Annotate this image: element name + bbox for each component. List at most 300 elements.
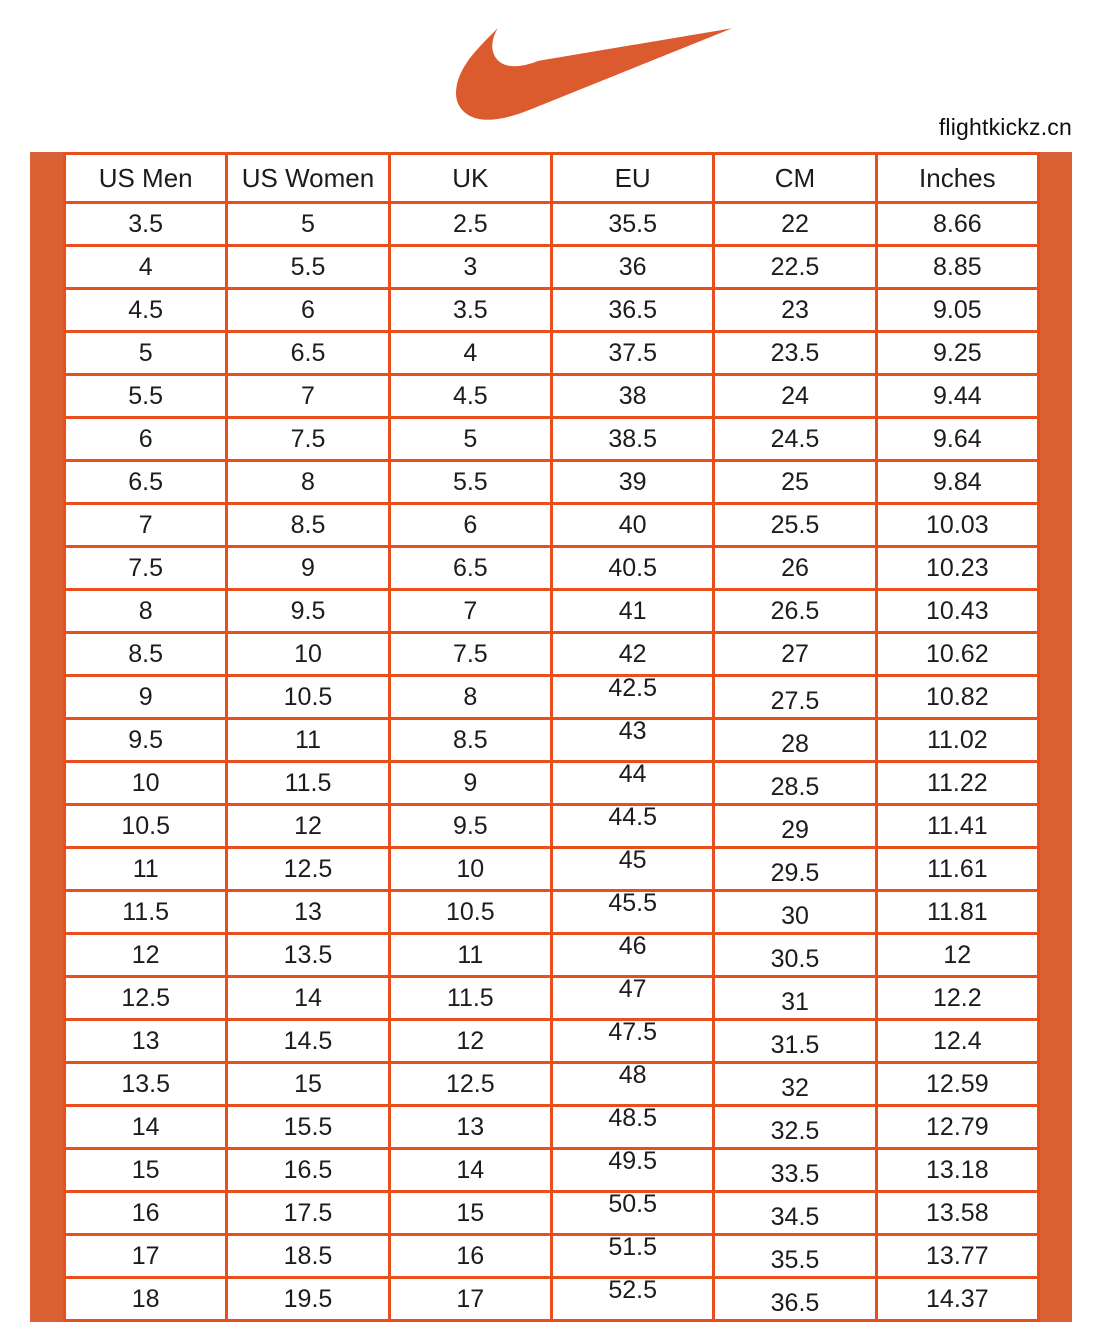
cell-value: 5.5 <box>290 252 326 281</box>
table-cell <box>714 719 876 762</box>
table-cell <box>227 1063 389 1106</box>
table-cell <box>389 891 551 934</box>
table-cell <box>65 1020 227 1063</box>
table-cell <box>551 1146 713 1192</box>
table-row <box>65 547 1039 590</box>
table-cell <box>551 375 713 418</box>
table-cell <box>714 762 876 805</box>
cell-value: 11 <box>295 725 321 754</box>
cell-value: 22.5 <box>770 252 820 281</box>
cell-value: 17 <box>456 1284 485 1313</box>
cell-value: 29 <box>781 815 809 844</box>
cell-value: 48.5 <box>608 1103 657 1132</box>
cell-value: 13.5 <box>121 1069 170 1098</box>
cell-value: 9.64 <box>932 424 982 453</box>
cell-value: 13.58 <box>926 1198 989 1227</box>
table-cell <box>714 246 876 289</box>
table-cell <box>227 805 389 848</box>
table-cell <box>389 977 551 1020</box>
cell-value: 30 <box>781 901 809 930</box>
cell-value: 6.5 <box>452 553 488 582</box>
cell-value: 46 <box>618 931 647 960</box>
cell-value: 24.5 <box>770 424 820 453</box>
table-cell <box>227 289 389 332</box>
table-cell <box>551 504 713 547</box>
table-cell <box>551 974 713 1020</box>
cell-value: 7.5 <box>128 553 164 582</box>
table-cell <box>389 375 551 418</box>
table-cell <box>876 547 1038 590</box>
table-cell <box>389 1192 551 1235</box>
cell-value: 12.2 <box>932 983 982 1012</box>
table-cell <box>227 676 389 719</box>
cell-value: 8.66 <box>932 209 982 238</box>
table-cell <box>714 332 876 375</box>
table-cell <box>714 547 876 590</box>
table-cell <box>65 762 227 805</box>
cell-value: 17.5 <box>283 1198 333 1227</box>
table-cell <box>389 1149 551 1192</box>
cell-value: 50.5 <box>608 1189 657 1218</box>
cell-value: 7.5 <box>452 639 488 668</box>
cell-value: 28 <box>781 729 809 758</box>
cell-value: 9.05 <box>932 295 982 324</box>
table-cell <box>65 289 227 332</box>
cell-value: 12.5 <box>445 1069 495 1098</box>
table-cell <box>876 246 1038 289</box>
cell-value: 11.02 <box>926 725 988 754</box>
cell-value: 12 <box>456 1026 485 1055</box>
table-cell <box>65 633 227 676</box>
table-cell <box>227 332 389 375</box>
cell-value: 36 <box>618 252 647 281</box>
table-cell <box>65 1149 227 1192</box>
table-row <box>65 1192 1039 1235</box>
table-cell <box>714 504 876 547</box>
cell-value: 40 <box>618 510 647 539</box>
cell-value: 10 <box>294 639 322 668</box>
cell-value: 4 <box>138 252 153 281</box>
table-cell <box>551 289 713 332</box>
table-cell <box>714 461 876 504</box>
table-cell <box>551 716 713 762</box>
cell-value: 8 <box>301 467 315 496</box>
table-cell <box>551 203 713 246</box>
table-cell <box>65 332 227 375</box>
table-cell <box>876 633 1038 676</box>
table-cell <box>551 547 713 590</box>
table-cell <box>227 1235 389 1278</box>
table-cell <box>65 1192 227 1235</box>
table-cell <box>714 289 876 332</box>
cell-value: 45 <box>618 845 647 874</box>
table-cell <box>227 719 389 762</box>
cell-value: 10.62 <box>926 639 989 668</box>
table-cell <box>389 1020 551 1063</box>
cell-value: 9 <box>463 768 478 797</box>
table-cell <box>389 203 551 246</box>
table-cell <box>227 590 389 633</box>
cell-value: 19.5 <box>283 1284 333 1313</box>
table-row <box>65 891 1039 934</box>
cell-value: 6.5 <box>128 467 164 496</box>
table-cell <box>65 375 227 418</box>
cell-value: 47 <box>618 974 647 1003</box>
cell-value: 10 <box>131 768 160 797</box>
cell-value: 14.37 <box>926 1284 989 1313</box>
table-cell <box>876 504 1038 547</box>
cell-value: 52.5 <box>608 1275 657 1304</box>
table-row <box>65 1278 1039 1321</box>
cell-value: 10.5 <box>121 811 170 840</box>
cell-value: 5.5 <box>128 381 164 410</box>
site-watermark: flightkickz.cn <box>938 114 1072 140</box>
table-cell <box>389 289 551 332</box>
table-row <box>65 1235 1039 1278</box>
cell-value: 28.5 <box>770 772 820 801</box>
cell-value: 8 <box>138 596 153 625</box>
table-cell <box>714 375 876 418</box>
table-cell <box>227 1278 389 1321</box>
table-cell <box>227 1192 389 1235</box>
table-cell <box>389 547 551 590</box>
table-row <box>65 332 1039 375</box>
table-cell <box>714 934 876 977</box>
cell-value: 6.5 <box>290 338 326 367</box>
table-cell <box>876 676 1038 719</box>
table-cell <box>876 461 1038 504</box>
table-row <box>65 977 1039 1020</box>
cell-value: 11 <box>132 854 159 883</box>
table-cell <box>65 1106 227 1149</box>
table-cell <box>65 418 227 461</box>
cell-value: 2.5 <box>452 209 488 238</box>
table-row <box>65 805 1039 848</box>
cell-value: 38 <box>618 381 647 410</box>
table-body <box>65 203 1039 1321</box>
cell-value: 3 <box>463 252 478 281</box>
cell-value: 23.5 <box>770 338 820 367</box>
table-row <box>65 289 1039 332</box>
cell-value: 12.79 <box>926 1112 989 1141</box>
cell-value: 14 <box>456 1155 485 1184</box>
cell-value: 23 <box>781 295 809 324</box>
table-cell <box>551 802 713 848</box>
cell-value: 11.5 <box>284 768 332 797</box>
table-cell <box>876 719 1038 762</box>
table-cell <box>389 1278 551 1321</box>
cell-value: 12.59 <box>926 1069 989 1098</box>
cell-value: 15 <box>131 1155 160 1184</box>
cell-value: 9 <box>301 553 315 582</box>
cell-value: 10.03 <box>926 510 989 539</box>
table-row <box>65 762 1039 805</box>
cell-value: 26.5 <box>770 596 820 625</box>
cell-value: 18.5 <box>283 1241 333 1270</box>
cell-value: 5 <box>301 209 315 238</box>
table-cell <box>876 848 1038 891</box>
cell-value: 27.5 <box>770 686 820 715</box>
table-cell <box>227 977 389 1020</box>
table-cell <box>65 848 227 891</box>
cell-value: 10.82 <box>926 682 989 711</box>
table-cell <box>714 1278 876 1321</box>
cell-value: 14 <box>294 983 322 1012</box>
table-cell <box>65 547 227 590</box>
cell-value: 9.25 <box>932 338 982 367</box>
cell-value: 4.5 <box>128 295 164 324</box>
cell-value: 9.44 <box>932 381 982 410</box>
table-row <box>65 246 1039 289</box>
table-cell <box>551 418 713 461</box>
table-row <box>65 934 1039 977</box>
cell-value: 13.77 <box>926 1241 989 1270</box>
table-cell <box>714 676 876 719</box>
cell-value: 8.85 <box>932 252 982 281</box>
table-cell <box>227 375 389 418</box>
cell-value: 9.5 <box>290 596 326 625</box>
table-cell <box>876 1235 1038 1278</box>
cell-value: 10.43 <box>926 596 989 625</box>
table-cell <box>227 891 389 934</box>
cell-value: 44.5 <box>608 802 657 831</box>
cell-value: 25.5 <box>770 510 820 539</box>
table-cell <box>876 891 1038 934</box>
cell-value: 31.5 <box>770 1030 820 1059</box>
cell-value: 33.5 <box>770 1159 820 1188</box>
table-cell <box>389 1106 551 1149</box>
cell-value: 13.5 <box>283 940 333 969</box>
table-cell <box>714 633 876 676</box>
cell-value: 8.5 <box>128 639 164 668</box>
table-cell <box>714 1063 876 1106</box>
table-cell <box>551 1103 713 1149</box>
table-cell <box>389 418 551 461</box>
table-cell <box>551 332 713 375</box>
table-row <box>65 848 1039 891</box>
table-cell <box>714 1192 876 1235</box>
cell-value: 37.5 <box>608 338 657 367</box>
table-row <box>65 461 1039 504</box>
size-table-wrapper <box>30 152 1072 1322</box>
table-cell <box>389 676 551 719</box>
table-cell <box>65 461 227 504</box>
table-header <box>65 154 1039 203</box>
header-cm: CM <box>714 154 876 203</box>
cell-value: 40.5 <box>608 553 657 582</box>
cell-value: 41 <box>618 596 647 625</box>
table-cell <box>876 375 1038 418</box>
cell-value: 35.5 <box>770 1245 820 1274</box>
cell-value: 7.5 <box>290 424 326 453</box>
table-cell <box>551 931 713 977</box>
table-row <box>65 418 1039 461</box>
cell-value: 6 <box>463 510 478 539</box>
table-cell <box>876 289 1038 332</box>
cell-value: 14.5 <box>283 1026 333 1055</box>
cell-value: 8.5 <box>452 725 488 754</box>
table-cell <box>714 891 876 934</box>
table-cell <box>551 888 713 934</box>
cell-value: 13 <box>131 1026 160 1055</box>
table-cell <box>876 805 1038 848</box>
table-cell <box>227 418 389 461</box>
header-inches: Inches <box>876 154 1038 203</box>
cell-value: 4 <box>463 338 478 367</box>
table-cell <box>227 203 389 246</box>
table-cell <box>551 461 713 504</box>
table-cell <box>227 633 389 676</box>
table-cell <box>714 805 876 848</box>
nike-swoosh-icon <box>456 13 734 135</box>
size-chart-table <box>63 152 1040 1322</box>
table-cell <box>65 590 227 633</box>
cell-value: 3.5 <box>128 209 164 238</box>
cell-value: 9.5 <box>128 725 164 754</box>
header-eu: EU <box>551 154 713 203</box>
table-row <box>65 1149 1039 1192</box>
cell-value: 12.5 <box>121 983 170 1012</box>
cell-value: 7 <box>301 381 315 410</box>
table-cell <box>65 246 227 289</box>
table-row <box>65 633 1039 676</box>
table-cell <box>714 848 876 891</box>
cell-value: 7 <box>138 510 153 539</box>
cell-value: 5 <box>463 424 478 453</box>
cell-value: 13.18 <box>926 1155 989 1184</box>
cell-value: 12 <box>943 940 972 969</box>
cell-value: 15 <box>456 1198 485 1227</box>
table-cell <box>876 1278 1038 1321</box>
cell-value: 11.41 <box>926 811 988 840</box>
table-cell <box>876 590 1038 633</box>
table-cell <box>876 934 1038 977</box>
cell-value: 51.5 <box>608 1232 657 1261</box>
cell-value: 10.5 <box>445 897 495 926</box>
cell-value: 36.5 <box>608 295 657 324</box>
header-us-men: US Men <box>65 154 227 203</box>
table-cell <box>227 1149 389 1192</box>
table-cell <box>389 1235 551 1278</box>
cell-value: 35.5 <box>608 209 657 238</box>
cell-value: 6 <box>138 424 153 453</box>
table-cell <box>389 934 551 977</box>
table-cell <box>389 332 551 375</box>
table-cell <box>389 504 551 547</box>
header-us-women: US Women <box>227 154 389 203</box>
cell-value: 11.61 <box>926 854 988 883</box>
table-cell <box>876 1106 1038 1149</box>
table-cell <box>876 418 1038 461</box>
cell-value: 17 <box>131 1241 160 1270</box>
cell-value: 47.5 <box>608 1017 657 1046</box>
table-cell <box>714 977 876 1020</box>
cell-value: 11 <box>457 940 484 969</box>
table-cell <box>551 673 713 719</box>
cell-value: 10 <box>456 854 485 883</box>
table-cell <box>65 1278 227 1321</box>
table-cell <box>65 805 227 848</box>
table-cell <box>876 1063 1038 1106</box>
cell-value: 8 <box>463 682 478 711</box>
cell-value: 7 <box>463 596 478 625</box>
cell-value: 14 <box>131 1112 160 1141</box>
table-cell <box>876 1192 1038 1235</box>
cell-value: 12 <box>131 940 160 969</box>
table-cell <box>389 590 551 633</box>
table-cell <box>227 547 389 590</box>
table-cell <box>65 977 227 1020</box>
cell-value: 11.81 <box>926 897 988 926</box>
table-cell <box>551 1189 713 1235</box>
table-cell <box>65 504 227 547</box>
table-cell <box>227 504 389 547</box>
table-row <box>65 1106 1039 1149</box>
table-row <box>65 504 1039 547</box>
cell-value: 38.5 <box>608 424 657 453</box>
cell-value: 8.5 <box>290 510 326 539</box>
cell-value: 36.5 <box>770 1288 820 1317</box>
table-cell <box>876 1020 1038 1063</box>
table-cell <box>227 1020 389 1063</box>
cell-value: 25 <box>781 467 809 496</box>
table-cell <box>551 633 713 676</box>
table-cell <box>227 461 389 504</box>
table-row <box>65 375 1039 418</box>
cell-value: 39 <box>618 467 647 496</box>
table-cell <box>227 934 389 977</box>
table-cell <box>551 759 713 805</box>
table-cell <box>551 590 713 633</box>
table-cell <box>389 805 551 848</box>
cell-value: 9.5 <box>452 811 488 840</box>
cell-value: 12 <box>294 811 322 840</box>
table-cell <box>714 590 876 633</box>
table-cell <box>876 977 1038 1020</box>
table-cell <box>714 418 876 461</box>
table-cell <box>551 1017 713 1063</box>
table-cell <box>389 461 551 504</box>
table-cell <box>551 1060 713 1106</box>
table-cell <box>876 332 1038 375</box>
cell-value: 18 <box>131 1284 160 1313</box>
table-cell <box>65 676 227 719</box>
cell-value: 31 <box>781 987 809 1016</box>
table-cell <box>876 1149 1038 1192</box>
table-cell <box>227 246 389 289</box>
cell-value: 32 <box>781 1073 809 1102</box>
table-cell <box>227 848 389 891</box>
cell-value: 16.5 <box>283 1155 333 1184</box>
table-row <box>65 590 1039 633</box>
cell-value: 34.5 <box>770 1202 820 1231</box>
table-row <box>65 1063 1039 1106</box>
cell-value: 42 <box>618 639 647 668</box>
table-cell <box>714 1020 876 1063</box>
cell-value: 44 <box>618 759 647 788</box>
header-uk: UK <box>389 154 551 203</box>
table-cell <box>714 203 876 246</box>
cell-value: 27 <box>781 639 809 668</box>
cell-value: 5.5 <box>452 467 488 496</box>
cell-value: 45.5 <box>608 888 657 917</box>
table-cell <box>65 1235 227 1278</box>
cell-value: 15 <box>294 1069 322 1098</box>
table-cell <box>551 1275 713 1321</box>
table-cell <box>389 633 551 676</box>
cell-value: 29.5 <box>770 858 820 887</box>
table-cell <box>389 762 551 805</box>
